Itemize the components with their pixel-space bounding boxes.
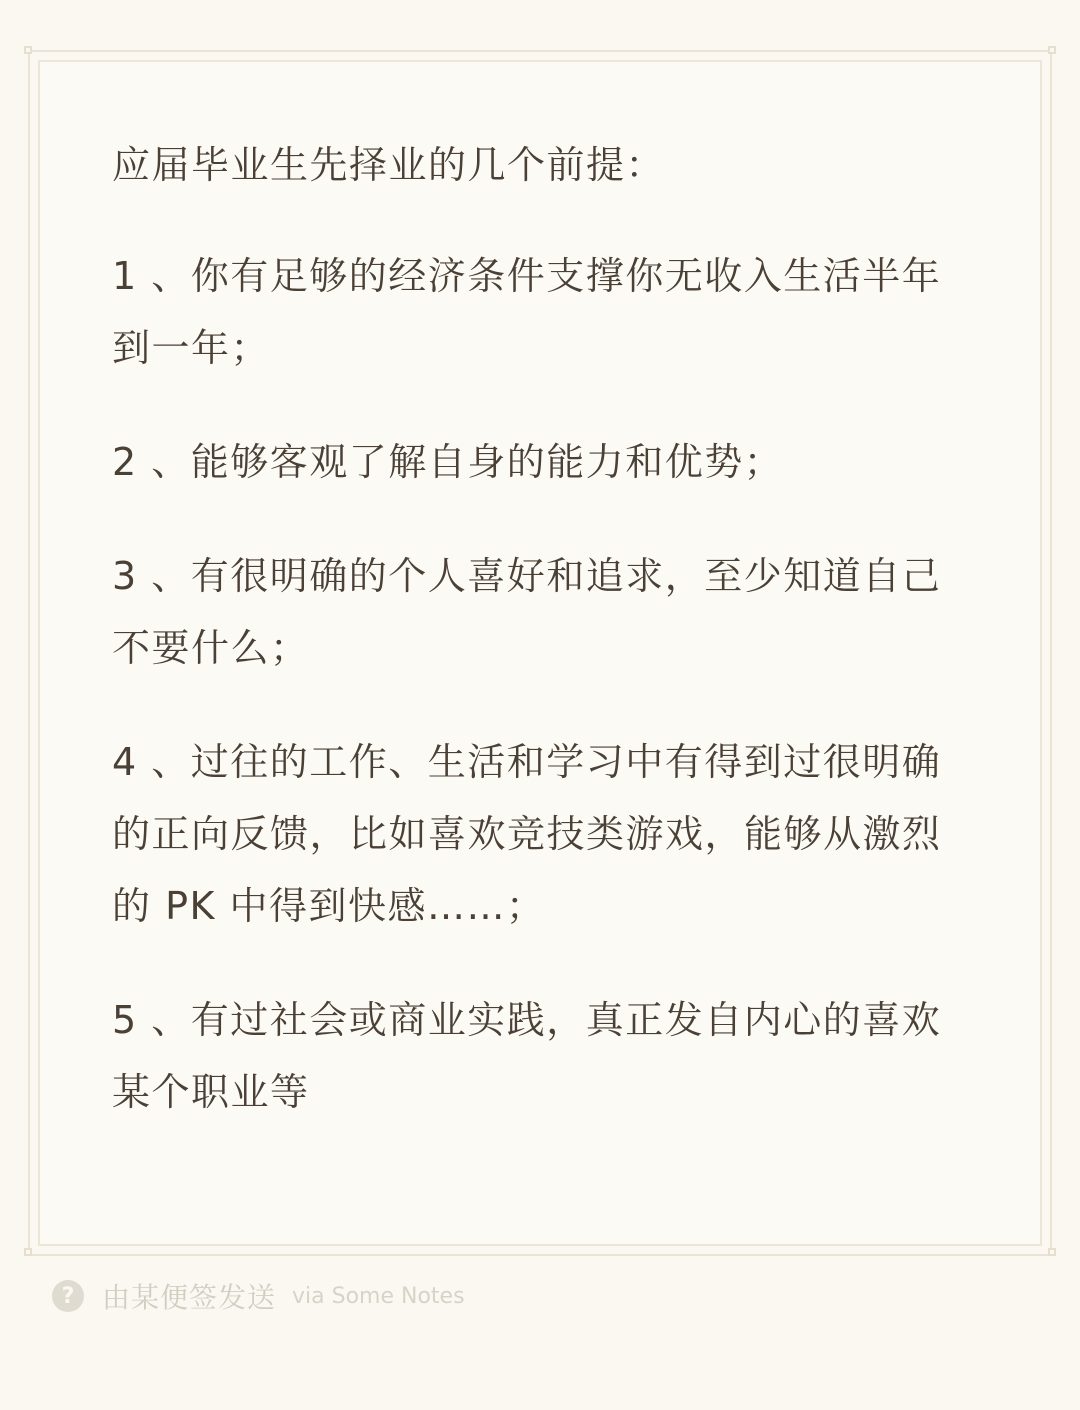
sent-via-label-en: via Some Notes [292, 1283, 465, 1309]
sent-via-label-cn: 由某便签发送 [102, 1281, 277, 1314]
frame-corner-top-right [1048, 46, 1056, 54]
note-item-2: 2 、能够客观了解自身的能力和优势； [112, 440, 784, 484]
note-title: 应届毕业生先择业的几个前提： [112, 143, 666, 187]
sent-via-footer [52, 1274, 465, 1318]
frame-corner-bottom-right [1048, 1248, 1056, 1256]
frame-corner-top-left [24, 46, 32, 54]
frame-corner-bottom-left [24, 1248, 32, 1256]
note-content [112, 132, 972, 1170]
help-icon[interactable]: ? [52, 1280, 84, 1312]
note-item-1: 1 、你有足够的经济条件支撑你无收入生活半年到一年； [112, 254, 942, 370]
note-item-4: 4 、过往的工作、生活和学习中有得到过很明确的正向反馈，比如喜欢竞技类游戏，能够从激烈的 PK 中得到快感……； [112, 740, 942, 928]
note-item-3: 3 、有很明确的个人喜好和追求，至少知道自己不要什么； [112, 554, 942, 670]
note-item-5: 5 、有过社会或商业实践，真正发自内心的喜欢某个职业等 [112, 998, 942, 1114]
